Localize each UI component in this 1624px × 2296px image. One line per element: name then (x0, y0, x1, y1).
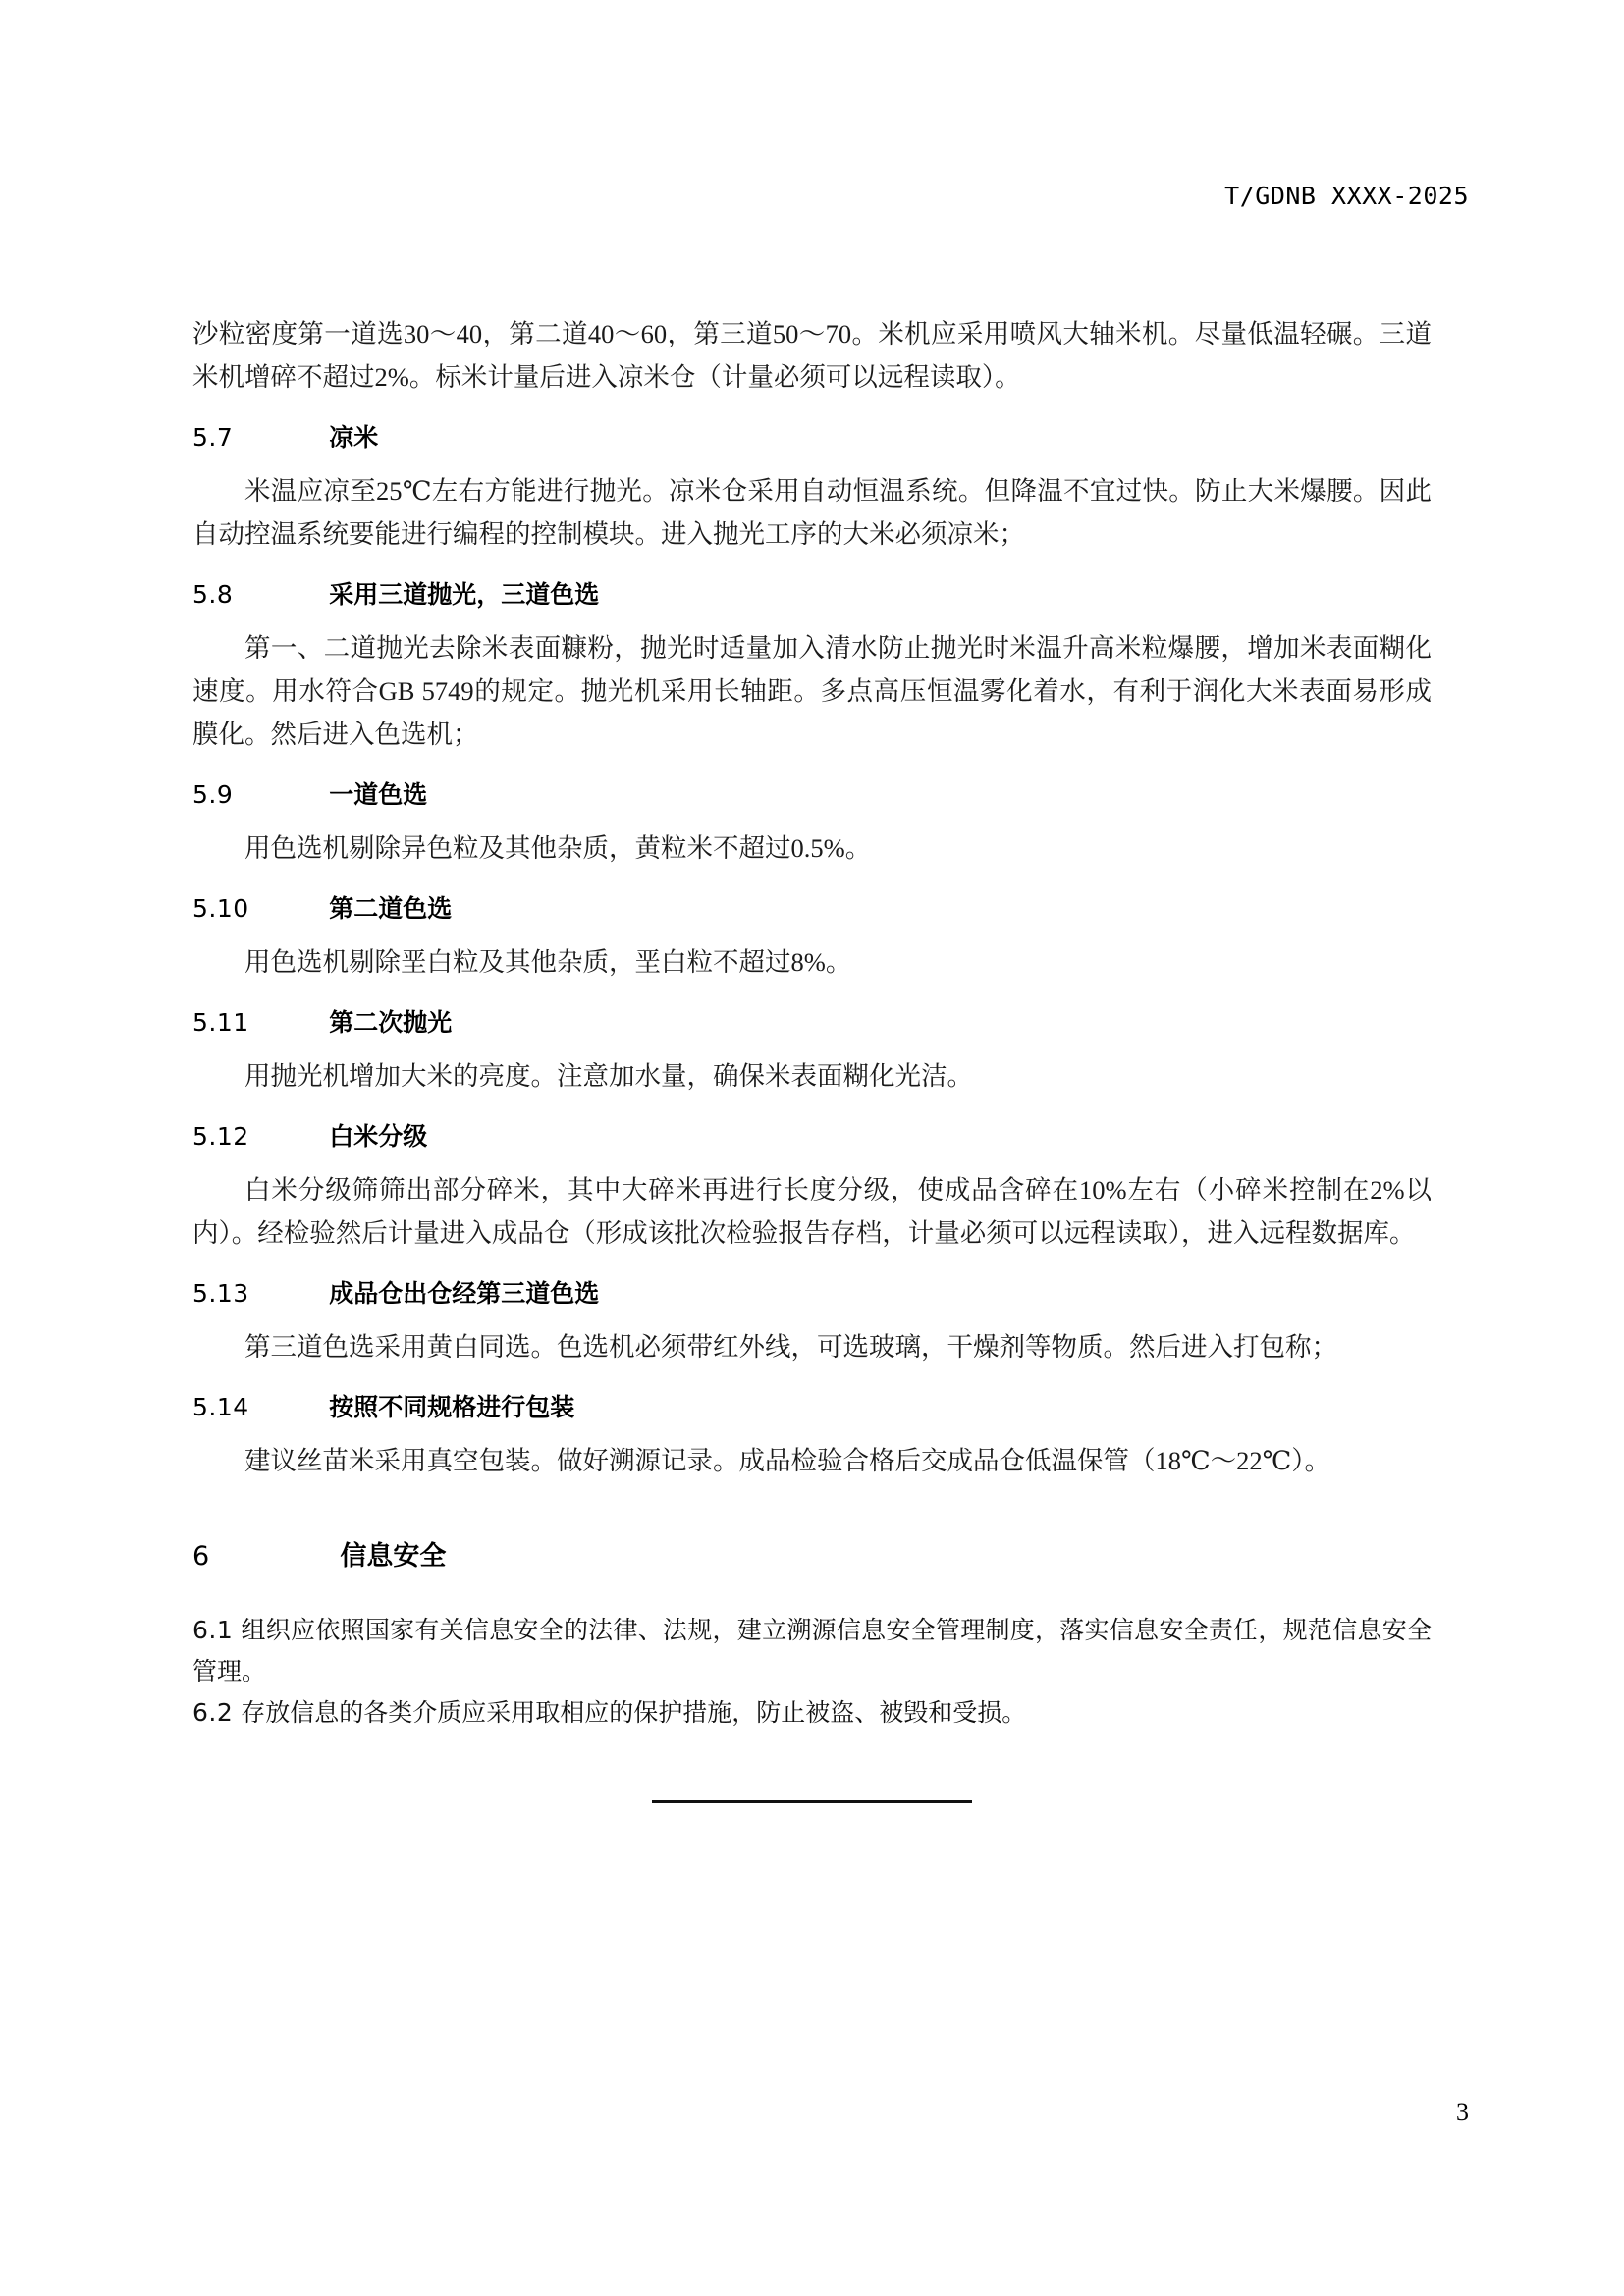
heading-5-7-title: 凉米 (329, 423, 379, 452)
heading-5-7 (192, 418, 1432, 457)
heading-5-10 (192, 889, 1432, 929)
document-body (192, 312, 1432, 1734)
heading-5-12 (192, 1117, 1432, 1156)
heading-5-14-title: 按照不同规格进行包装 (329, 1393, 575, 1421)
heading-5-13-title: 成品仓出仓经第三道色选 (329, 1279, 600, 1308)
heading-5-11-number: 5.11 (192, 1008, 249, 1037)
heading-5-11 (192, 1003, 1432, 1042)
heading-5-12-number: 5.12 (192, 1122, 249, 1150)
heading-5-10-number: 5.10 (192, 894, 249, 923)
heading-6-title: 信息安全 (340, 1541, 447, 1572)
standard-code: T/GDNB XXXX-2025 (1224, 182, 1469, 210)
paragraph-5-8: 第一、二道抛光去除米表面糠粉，抛光时适量加入清水防止抛光时米温升高米粒爆腰，增加米表面糊化速度。用水符合GB 5749的规定。抛光机采用长轴距。多点高压恒温雾化着水，有利于润化大米表面易形成膜化。然后进入色选机； (192, 633, 1432, 749)
heading-5-13-number: 5.13 (192, 1279, 249, 1308)
clause-6-1-number: 6.1 (192, 1616, 234, 1644)
footer-divider (0, 1790, 1624, 1808)
clause-6-1-text: 组织应依照国家有关信息安全的法律、法规，建立溯源信息安全管理制度，落实信息安全责任，规范信息安全管理。 (192, 1616, 1432, 1685)
heading-5-9-title: 一道色选 (329, 780, 428, 809)
heading-5-10-title: 第二道色选 (329, 894, 453, 923)
heading-6-number: 6 (192, 1541, 210, 1572)
clause-6-2 (192, 1692, 1432, 1734)
heading-5-7-number: 5.7 (192, 423, 234, 452)
continued-paragraph: 沙粒密度第一道选30～40，第二道40～60，第三道50～70。米机应采用喷风大轴米机。尽量低温轻碾。三道米机增碎不超过2%。标米计量后进入凉米仓（计量必须可以远程读取）。 (192, 319, 1432, 392)
paragraph-5-9: 用色选机剔除异色粒及其他杂质，黄粒米不超过0.5%。 (244, 833, 872, 863)
heading-5-14-number: 5.14 (192, 1393, 249, 1421)
clause-6-1 (192, 1610, 1432, 1692)
paragraph-5-13: 第三道色选采用黄白同选。色选机必须带红外线，可选玻璃，干燥剂等物质。然后进入打包称； (244, 1332, 1337, 1362)
clause-6-2-text: 存放信息的各类介质应采用取相应的保护措施，防止被盗、被毁和受损。 (241, 1698, 1027, 1727)
page-number: 3 (1456, 2098, 1469, 2126)
heading-5-12-title: 白米分级 (329, 1122, 428, 1150)
heading-5-8-number: 5.8 (192, 580, 234, 609)
paragraph-5-14: 建议丝苗米采用真空包装。做好溯源记录。成品检验合格后交成品仓低温保管（18℃～22℃）。 (244, 1446, 1331, 1475)
heading-5-11-title: 第二次抛光 (329, 1008, 453, 1037)
paragraph-5-12: 白米分级筛筛出部分碎米，其中大碎米再进行长度分级，使成品含碎在10%左右（小碎米控制在2%以内）。经检验然后计量进入成品仓（形成该批次检验报告存档，计量必须可以远程读取），进入远程数据库。 (192, 1175, 1432, 1248)
paragraph-5-7: 米温应凉至25℃左右方能进行抛光。凉米仓采用自动恒温系统。但降温不宜过快。防止大米爆腰。因此自动控温系统要能进行编程的控制模块。进入抛光工序的大米必须凉米； (192, 476, 1432, 549)
heading-5-13 (192, 1274, 1432, 1313)
heading-5-8 (192, 575, 1432, 614)
heading-5-14 (192, 1388, 1432, 1427)
paragraph-5-11: 用抛光机增加大米的亮度。注意加水量，确保米表面糊化光洁。 (244, 1061, 973, 1091)
heading-5-9 (192, 775, 1432, 815)
running-header (0, 182, 1624, 210)
heading-6 (192, 1537, 1432, 1576)
paragraph-5-10: 用色选机剔除垩白粒及其他杂质，垩白粒不超过8%。 (244, 947, 852, 977)
heading-5-8-title: 采用三道抛光，三道色选 (329, 580, 600, 609)
clause-6-2-number: 6.2 (192, 1698, 234, 1727)
heading-5-9-number: 5.9 (192, 780, 234, 809)
horizontal-rule (652, 1800, 972, 1803)
